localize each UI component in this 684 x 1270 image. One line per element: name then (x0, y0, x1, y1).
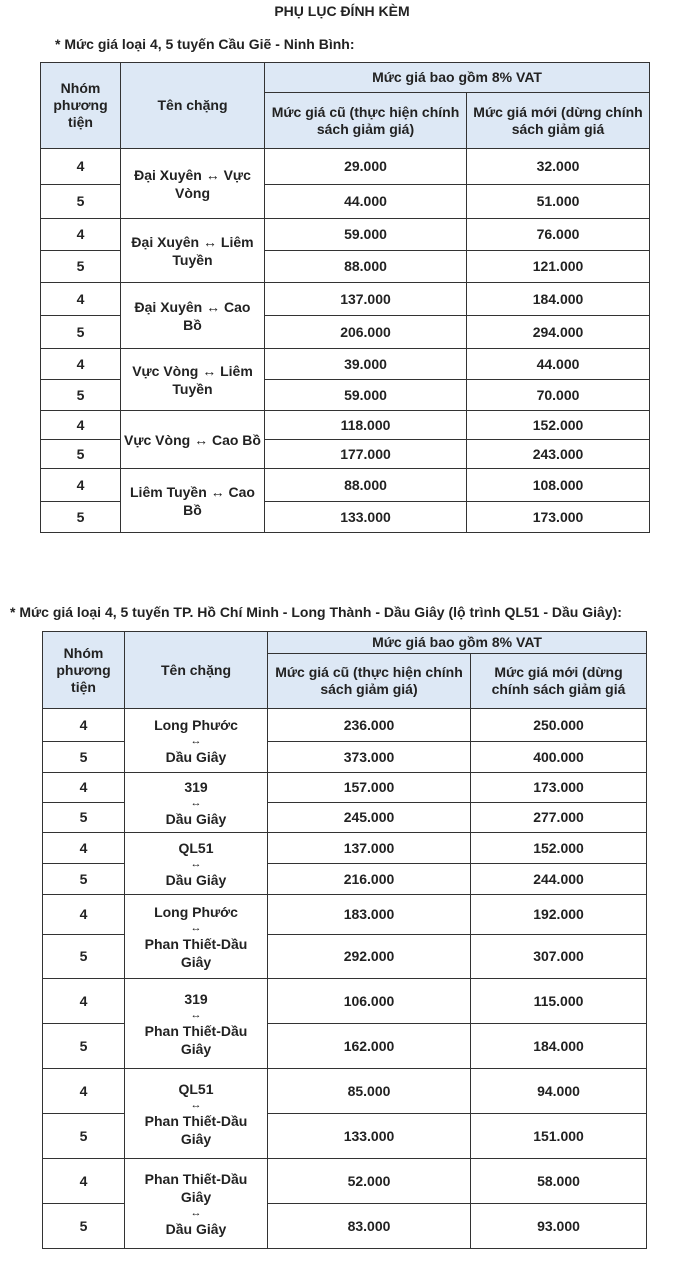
new-price-cell: 244.000 (471, 864, 647, 895)
vehicle-group-cell: 5 (41, 380, 121, 411)
old-price-cell: 106.000 (268, 979, 471, 1024)
new-price-cell: 173.000 (467, 502, 650, 533)
segment-to: Dầu Giây (165, 810, 227, 827)
segment-from: Long Phước (154, 716, 238, 733)
old-price-cell: 133.000 (265, 502, 467, 533)
toll-table-hcm-long-thanh-dau-giay (42, 631, 647, 1249)
old-price-cell: 162.000 (268, 1024, 471, 1069)
header-old-price: Mức giá cũ (thực hiện chính sách giảm giá) (268, 654, 471, 709)
table-row (43, 1069, 647, 1114)
vehicle-group-cell: 4 (43, 1159, 125, 1204)
vehicle-group-cell: 4 (41, 149, 121, 185)
toll-table-cau-gie-ninh-binh (40, 62, 650, 533)
new-price-cell: 184.000 (471, 1024, 647, 1069)
old-price-cell: 88.000 (265, 251, 467, 283)
new-price-cell: 51.000 (467, 185, 650, 219)
old-price-cell: 52.000 (268, 1159, 471, 1204)
new-price-cell: 277.000 (471, 803, 647, 833)
new-price-cell: 115.000 (471, 979, 647, 1024)
segment-from: QL51 (178, 839, 214, 856)
vehicle-group-cell: 4 (41, 469, 121, 502)
old-price-cell: 59.000 (265, 380, 467, 411)
bidirectional-arrow-icon: ↔ (190, 1098, 202, 1111)
vehicle-group-cell: 4 (41, 219, 121, 251)
toll-table-body (41, 149, 650, 533)
header-vehicle-group: Nhóm phương tiện (43, 632, 125, 709)
old-price-cell: 177.000 (265, 440, 467, 469)
segment-to: Phan Thiết-Dầu Giây (144, 1022, 248, 1057)
new-price-cell: 192.000 (471, 895, 647, 935)
segment-name-cell: Đại Xuyên ↔ Cao Bồ (121, 283, 265, 349)
header-price-vat: Mức giá bao gồm 8% VAT (265, 63, 650, 93)
new-price-cell: 152.000 (467, 411, 650, 440)
vehicle-group-cell: 4 (41, 349, 121, 380)
old-price-cell: 183.000 (268, 895, 471, 935)
segment-to: Phan Thiết-Dầu Giây (144, 935, 248, 970)
header-segment-name: Tên chặng (121, 63, 265, 149)
header-new-price: Mức giá mới (dừng chính sách giảm giá (471, 654, 647, 709)
old-price-cell: 373.000 (268, 742, 471, 773)
bidirectional-arrow-icon: ↔ (190, 1206, 202, 1219)
segment-name-cell (125, 1069, 268, 1159)
table-row (43, 895, 647, 935)
old-price-cell: 85.000 (268, 1069, 471, 1114)
vehicle-group-cell: 4 (43, 1069, 125, 1114)
header-vehicle-group: Nhóm phương tiện (41, 63, 121, 149)
segment-to: Dầu Giây (165, 748, 227, 765)
vehicle-group-cell: 5 (41, 185, 121, 219)
bidirectional-arrow-icon: ↔ (190, 734, 202, 747)
header-price-vat: Mức giá bao gồm 8% VAT (268, 632, 647, 654)
segment-from: QL51 (178, 1080, 214, 1097)
table-row (41, 469, 650, 502)
old-price-cell: 206.000 (265, 316, 467, 349)
new-price-cell: 121.000 (467, 251, 650, 283)
vehicle-group-cell: 4 (43, 979, 125, 1024)
toll-table-body (43, 709, 647, 1249)
segment-from: Phan Thiết-Dầu Giây (144, 1170, 248, 1205)
table-row (43, 1159, 647, 1204)
header-new-price: Mức giá mới (dừng chính sách giảm giá (467, 93, 650, 149)
old-price-cell: 216.000 (268, 864, 471, 895)
table-row (43, 709, 647, 742)
table-row (43, 833, 647, 864)
vehicle-group-cell: 5 (43, 864, 125, 895)
segment-name-cell: Đại Xuyên ↔ Vực Vòng (121, 149, 265, 219)
vehicle-group-cell: 5 (41, 502, 121, 533)
old-price-cell: 245.000 (268, 803, 471, 833)
segment-name-cell: Đại Xuyên ↔ Liêm Tuyền (121, 219, 265, 283)
segment-name-cell: Liêm Tuyền ↔ Cao Bồ (121, 469, 265, 533)
segment-from: 319 (184, 990, 208, 1007)
new-price-cell: 307.000 (471, 935, 647, 979)
new-price-cell: 400.000 (471, 742, 647, 773)
new-price-cell: 94.000 (471, 1069, 647, 1114)
segment-name-cell: Vực Vòng ↔ Liêm Tuyền (121, 349, 265, 411)
vehicle-group-cell: 4 (43, 833, 125, 864)
table-row (41, 283, 650, 316)
new-price-cell: 44.000 (467, 349, 650, 380)
segment-from: Long Phước (154, 903, 238, 920)
vehicle-group-cell: 5 (43, 935, 125, 979)
segment-name-cell (125, 773, 268, 833)
page-title: PHỤ LỤC ĐÍNH KÈM (274, 3, 410, 19)
new-price-cell: 151.000 (471, 1114, 647, 1159)
new-price-cell: 93.000 (471, 1204, 647, 1249)
vehicle-group-cell: 5 (41, 316, 121, 349)
table-row (41, 149, 650, 185)
vehicle-group-cell: 4 (43, 895, 125, 935)
old-price-cell: 137.000 (268, 833, 471, 864)
segment-to: Dầu Giây (165, 1220, 227, 1237)
header-segment-name: Tên chặng (125, 632, 268, 709)
vehicle-group-cell: 4 (43, 709, 125, 742)
segment-name-cell (125, 1159, 268, 1249)
new-price-cell: 108.000 (467, 469, 650, 502)
old-price-cell: 83.000 (268, 1204, 471, 1249)
new-price-cell: 70.000 (467, 380, 650, 411)
vehicle-group-cell: 4 (41, 283, 121, 316)
new-price-cell: 243.000 (467, 440, 650, 469)
vehicle-group-cell: 5 (43, 1024, 125, 1069)
old-price-cell: 29.000 (265, 149, 467, 185)
header-old-price: Mức giá cũ (thực hiện chính sách giảm giá) (265, 93, 467, 149)
new-price-cell: 76.000 (467, 219, 650, 251)
table-row (43, 773, 647, 803)
vehicle-group-cell: 5 (41, 440, 121, 469)
table-row (41, 349, 650, 380)
new-price-cell: 294.000 (467, 316, 650, 349)
segment-from: 319 (184, 778, 208, 795)
old-price-cell: 88.000 (265, 469, 467, 502)
vehicle-group-cell: 5 (43, 1204, 125, 1249)
section2-title: * Mức giá loại 4, 5 tuyến TP. Hồ Chí Minh - Long Thành - Dầu Giây (lộ trình QL51 - Dầu Giây): (10, 604, 622, 620)
old-price-cell: 59.000 (265, 219, 467, 251)
old-price-cell: 236.000 (268, 709, 471, 742)
segment-to: Phan Thiết-Dầu Giây (144, 1112, 248, 1147)
segment-to: Dầu Giây (165, 871, 227, 888)
bidirectional-arrow-icon: ↔ (190, 857, 202, 870)
section1-title: * Mức giá loại 4, 5 tuyến Cầu Giẽ - Ninh Bình: (55, 36, 355, 52)
old-price-cell: 39.000 (265, 349, 467, 380)
segment-name-cell (125, 833, 268, 895)
old-price-cell: 44.000 (265, 185, 467, 219)
table-row (41, 411, 650, 440)
segment-name-cell (125, 709, 268, 773)
vehicle-group-cell: 5 (41, 251, 121, 283)
old-price-cell: 137.000 (265, 283, 467, 316)
vehicle-group-cell: 4 (43, 773, 125, 803)
new-price-cell: 32.000 (467, 149, 650, 185)
vehicle-group-cell: 4 (41, 411, 121, 440)
vehicle-group-cell: 5 (43, 742, 125, 773)
table-row (41, 219, 650, 251)
old-price-cell: 157.000 (268, 773, 471, 803)
new-price-cell: 184.000 (467, 283, 650, 316)
new-price-cell: 58.000 (471, 1159, 647, 1204)
old-price-cell: 292.000 (268, 935, 471, 979)
new-price-cell: 173.000 (471, 773, 647, 803)
segment-name-cell: Vực Vòng ↔ Cao Bồ (121, 411, 265, 469)
new-price-cell: 250.000 (471, 709, 647, 742)
new-price-cell: 152.000 (471, 833, 647, 864)
table-row (43, 979, 647, 1024)
bidirectional-arrow-icon: ↔ (190, 1008, 202, 1021)
bidirectional-arrow-icon: ↔ (190, 796, 202, 809)
vehicle-group-cell: 5 (43, 1114, 125, 1159)
old-price-cell: 133.000 (268, 1114, 471, 1159)
segment-name-cell (125, 979, 268, 1069)
segment-name-cell (125, 895, 268, 979)
old-price-cell: 118.000 (265, 411, 467, 440)
bidirectional-arrow-icon: ↔ (190, 921, 202, 934)
vehicle-group-cell: 5 (43, 803, 125, 833)
